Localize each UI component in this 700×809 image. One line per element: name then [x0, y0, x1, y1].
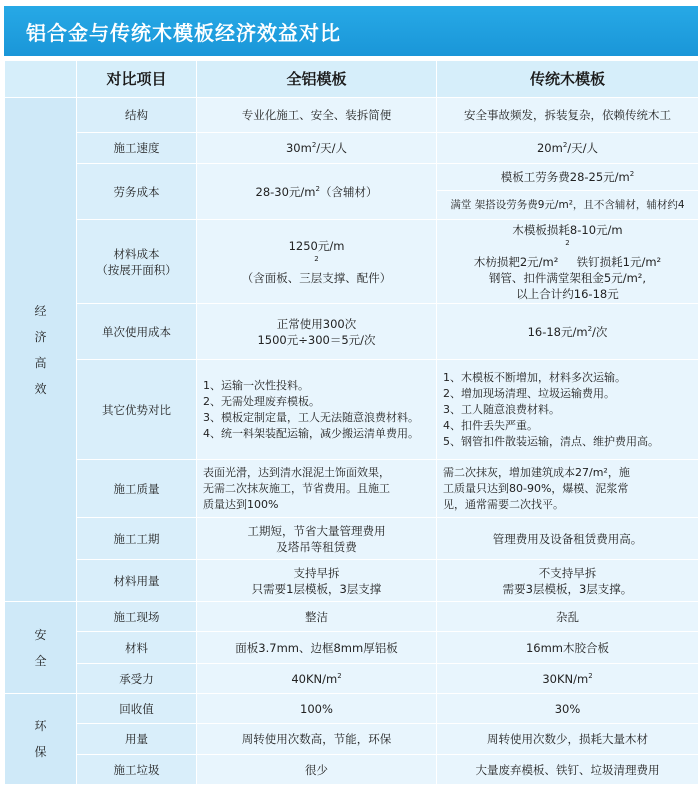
page-title: 铝合金与传统木模板经济效益对比 [26, 20, 341, 45]
table-row [5, 220, 699, 304]
category-safety: 安 全 [5, 602, 77, 694]
header-category [5, 61, 77, 98]
aluminum-dosage: 周转使用次数高，节能，环保 [197, 724, 437, 755]
wood-structure: 安全事故频发，拆装复杂，依赖传统木工 [437, 98, 699, 133]
aluminum-period: 工期短，节省大量管理费用 及塔吊等租赁费 [197, 518, 437, 560]
aluminum-material: 1250元/m $^2$ （含面板、三层支撑、配件） [197, 220, 437, 304]
category-environment: 环 保 [5, 694, 77, 785]
table-row [5, 560, 699, 602]
header-aluminum: 全铝模板 [197, 61, 437, 98]
row-label-labor: 劳务成本 [77, 164, 197, 220]
row-label-usage: 材料用量 [77, 560, 197, 602]
table-row [5, 724, 699, 755]
wood-usage: 不支持早拆 需要3层模板，3层支撑。 [437, 560, 699, 602]
table-row [5, 518, 699, 560]
aluminum-structure: 专业化施工、安全、装拆简便 [197, 98, 437, 133]
table-row [5, 694, 699, 724]
table-row [5, 360, 699, 460]
comparison-table-wrap [4, 60, 698, 785]
row-label-period: 施工工期 [77, 518, 197, 560]
table-row [5, 664, 699, 694]
row-label-waste: 施工垃圾 [77, 755, 197, 785]
aluminum-usage: 支持早拆 只需要1层模板，3层支撑 [197, 560, 437, 602]
wood-labor-b: 满堂 架搭设劳务费9元/m²，且不含辅材，辅材约4 [437, 191, 699, 220]
aluminum-labor: 28-30元$/m^2$（含辅材） [197, 164, 437, 220]
row-label-single-use: 单次使用成本 [77, 304, 197, 360]
table-row [5, 460, 699, 518]
aluminum-single-use: 正常使用300次 1500元÷300＝5元/次 [197, 304, 437, 360]
row-label-material: 材料成本 （按展开面积） [77, 220, 197, 304]
aluminum-materials: 面板3.7mm、边框8mm厚铝板 [197, 632, 437, 664]
wood-single-use: 16-18元$/m^2/$次 [437, 304, 699, 360]
row-label-materials: 材料 [77, 632, 197, 664]
row-label-site: 施工现场 [77, 602, 197, 632]
aluminum-waste: 很少 [197, 755, 437, 785]
header-item: 对比项目 [77, 61, 197, 98]
row-label-capacity: 承受力 [77, 664, 197, 694]
row-label-dosage: 用量 [77, 724, 197, 755]
table-row [5, 133, 699, 164]
wood-dosage: 周转使用次数少，损耗大量木材 [437, 724, 699, 755]
row-label-structure: 结构 [77, 98, 197, 133]
title-banner [4, 6, 698, 56]
aluminum-other: 1、运输一次性投料。 2、无需处理废弃模板。 3、模板定制定量，工人无法随意浪费材料。 4、统一料架装配运输，减少搬运清单费用。 [197, 360, 437, 460]
row-label-recycle: 回收值 [77, 694, 197, 724]
table-row [5, 98, 699, 133]
wood-other: 1、木模板不断增加，材料多次运输。 2、增加现场清理、垃圾运输费用。 3、工人随意浪费材料。 4、扣件丢失严重。 5、钢管扣件散装运输，清点、维护费用高。 [437, 360, 699, 460]
aluminum-speed: $30m^2/$天/人 [197, 133, 437, 164]
wood-speed: $20m^2/$天/人 [437, 133, 699, 164]
table-header-row [5, 61, 699, 98]
row-label-quality: 施工质量 [77, 460, 197, 518]
table-row [5, 632, 699, 664]
aluminum-quality: 表面光滑，达到清水混泥土饰面效果， 无需二次抹灰施工，节省费用。且施工 质量达到100% [197, 460, 437, 518]
wood-material: 木模板损耗8-10元/m $^2$ 木枋损耙2元/m² 铁钉损耗1元/m² 钢管、扣件满堂架租金5元/m², 以上合计约16-18元 [437, 220, 699, 304]
wood-quality: 需二次抹灰，增加建筑成本27/m²，施 工质量只达到80-90%，爆模、泥浆常 见，通常需要二次找平。 [437, 460, 699, 518]
aluminum-recycle: 100% [197, 694, 437, 724]
wood-waste: 大量废弃模板、铁钉、垃圾清理费用 [437, 755, 699, 785]
category-economic: 经 济 高 效 [5, 98, 77, 602]
wood-capacity: $30KN/m^2$ [437, 664, 699, 694]
wood-labor-a: 模板工劳务费28-25元$/m^2$ [437, 164, 699, 191]
wood-site: 杂乱 [437, 602, 699, 632]
comparison-table [4, 60, 699, 785]
row-label-speed: 施工速度 [77, 133, 197, 164]
table-row [5, 164, 699, 191]
table-row [5, 602, 699, 632]
wood-period: 管理费用及设备租赁费用高。 [437, 518, 699, 560]
wood-materials: 16mm木胶合板 [437, 632, 699, 664]
wood-recycle: 30% [437, 694, 699, 724]
table-row [5, 755, 699, 785]
row-label-other: 其它优势对比 [77, 360, 197, 460]
table-row [5, 304, 699, 360]
header-wood: 传统木模板 [437, 61, 699, 98]
aluminum-site: 整洁 [197, 602, 437, 632]
aluminum-capacity: $40KN/m^2$ [197, 664, 437, 694]
